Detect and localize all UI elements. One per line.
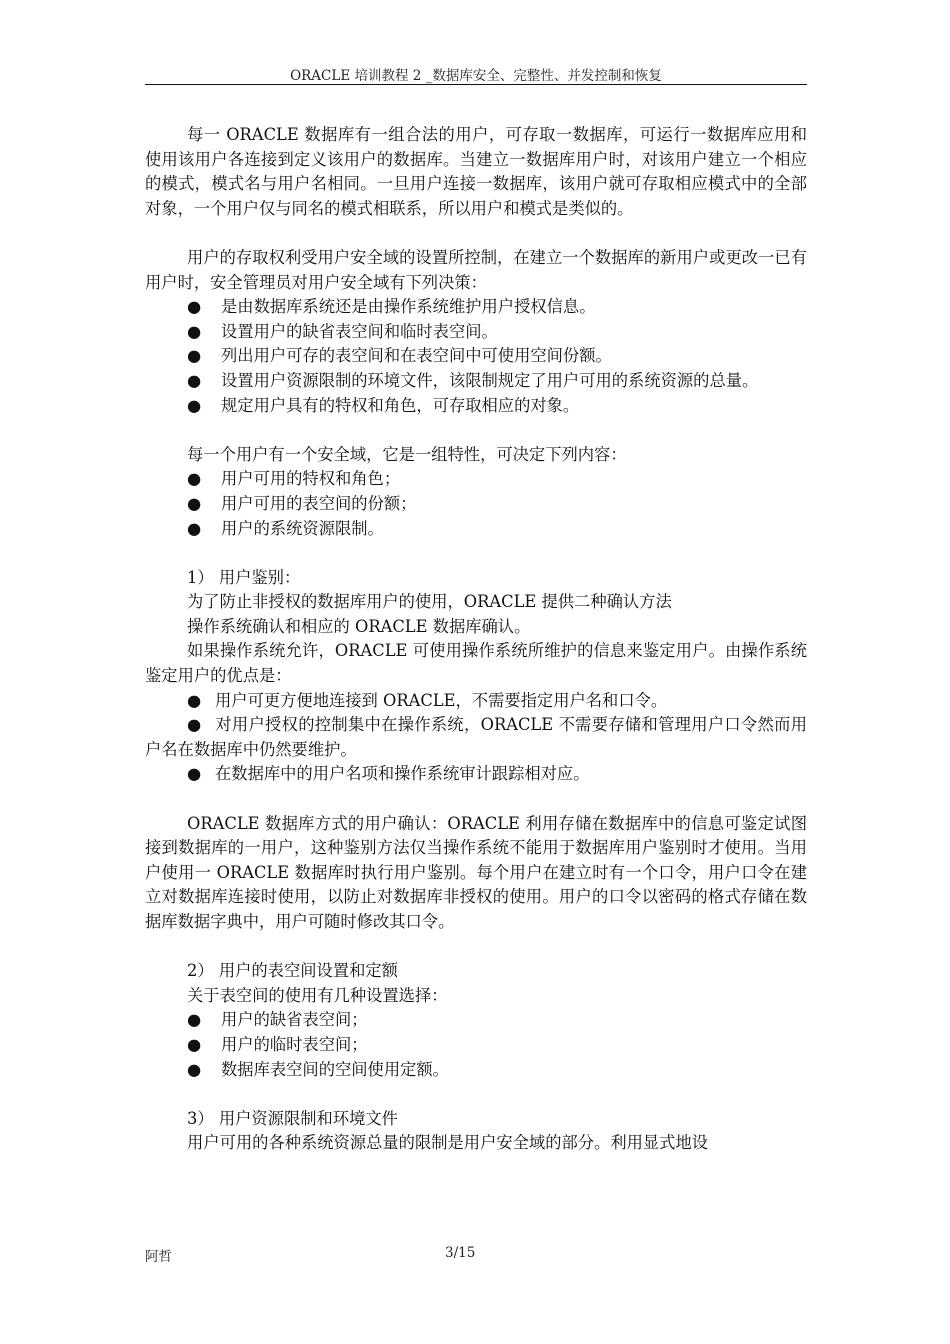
bullet-icon: ● [187, 764, 202, 784]
text-line: 操作系统确认和相应的 ORACLE 数据库确认。 [187, 616, 531, 636]
bullet-icon: ● [187, 518, 202, 538]
running-header: ORACLE 培训教程 2 _数据库安全、完整性、并发控制和恢复 [290, 68, 662, 84]
bullet-icon: ● [187, 370, 202, 390]
list-item: ● 设置用户资源限制的环境文件，该限制规定了用户可用的系统资源的总量。 [145, 369, 807, 394]
paragraph-security-domain: 每一个用户有一个安全域，它是一组特性，可决定下列内容： [187, 444, 627, 464]
bullet-icon: ● [187, 395, 202, 415]
list-item: ● 数据库表空间的空间使用定额。 [145, 1058, 807, 1083]
list-item: ● 规定用户具有的特权和角色，可存取相应的对象。 [145, 394, 807, 419]
document-body [145, 123, 807, 1156]
decision-list [145, 295, 807, 418]
list-item: ● 用户的系统资源限制。 [145, 517, 807, 542]
paragraph-security-domain-decisions: 用户的存取权利受用户安全域的设置所控制，在建立一个数据库的新用户或更改一已有用户时，安全管理员对用户安全域有下列决策： [145, 247, 807, 292]
list-item: ● 在数据库中的用户名项和操作系统审计跟踪相对应。 [145, 762, 807, 787]
bullet-icon: ● [187, 1034, 202, 1054]
text-line: 关于表空间的使用有几种设置选择： [187, 985, 448, 1005]
list-item: ● 用户可用的表空间的份额； [145, 492, 807, 517]
os-auth-list [145, 689, 807, 787]
bullet-icon: ● [187, 1059, 202, 1079]
list-item: ● 用户可更方便地连接到 ORACLE，不需要指定用户名和口令。 [145, 689, 807, 714]
list-item: ● 用户可用的特权和角色； [145, 467, 807, 492]
list-item: ● 列出用户可存的表空间和在表空间中可使用空间份额。 [145, 344, 807, 369]
section-heading: 1） 用户鉴别： [187, 567, 301, 587]
bullet-icon: ● [187, 1010, 202, 1030]
paragraph-users-schemas: 每一 ORACLE 数据库有一组合法的用户，可存取一数据库，可运行一数据库应用和使用该用户各连接到定义该用户的数据库。当建立一数据库用户时，对该用户建立一个相应的模式，模式名与用户名相同。一旦用户连接一数据库，该用户就可存取相应模式中的全部对象，一个用户仅与同名的模式相联系，所以用户和模式是类似的。 [145, 125, 807, 218]
paragraph-os-auth: 如果操作系统允许，ORACLE 可使用操作系统所维护的信息来鉴定用户。由操作系统鉴定用户的优点是： [145, 641, 807, 686]
text-line: 用户可用的各种系统资源总量的限制是用户安全域的部分。利用显式地设 [187, 1133, 709, 1153]
bullet-icon: ● [187, 297, 202, 317]
header-rule [145, 84, 807, 85]
bullet-icon: ● [187, 493, 202, 513]
list-item: ● 是由数据库系统还是由操作系统维护用户授权信息。 [145, 295, 807, 320]
tablespace-list [145, 1008, 807, 1082]
list-item: ● 对用户授权的控制集中在操作系统，ORACLE 不需要存储和管理用户口令然而用户名在数据库中仍然要维护。 [145, 715, 807, 759]
section-heading: 2） 用户的表空间设置和定额 [187, 961, 398, 981]
section-heading: 3） 用户资源限制和环境文件 [187, 1108, 398, 1128]
paragraph-db-auth: ORACLE 数据库方式的用户确认：ORACLE 利用存储在数据库中的信息可鉴定试图接到数据库的一用户，这种鉴别方法仅当操作系统不能用于数据库用户鉴别时才使用。当用户使用一 ORACLE 数据库时执行用户鉴别。每个用户在建立时有一个口令，用户口令在建立对数据库连接时使用，以防止对数据库非授权的使用。用户的口令以密码的格式存储在数据库数据字典中，用户可随时修改其口令。 [145, 813, 807, 931]
page-number: 3/15 [445, 1245, 476, 1261]
text-line: 为了防止非授权的数据库用户的使用，ORACLE 提供二种确认方法 [187, 592, 672, 612]
bullet-icon: ● [187, 469, 202, 489]
list-item: ● 设置用户的缺省表空间和临时表空间。 [145, 320, 807, 345]
list-item: ● 用户的缺省表空间； [145, 1008, 807, 1033]
bullet-icon: ● [187, 346, 202, 366]
bullet-icon: ● [187, 321, 202, 341]
bullet-icon: ● [187, 690, 202, 710]
list-item: ● 用户的临时表空间； [145, 1033, 807, 1058]
footer-author: 阿哲 [145, 1249, 172, 1265]
bullet-icon: ● [187, 715, 202, 735]
domain-list [145, 467, 807, 541]
